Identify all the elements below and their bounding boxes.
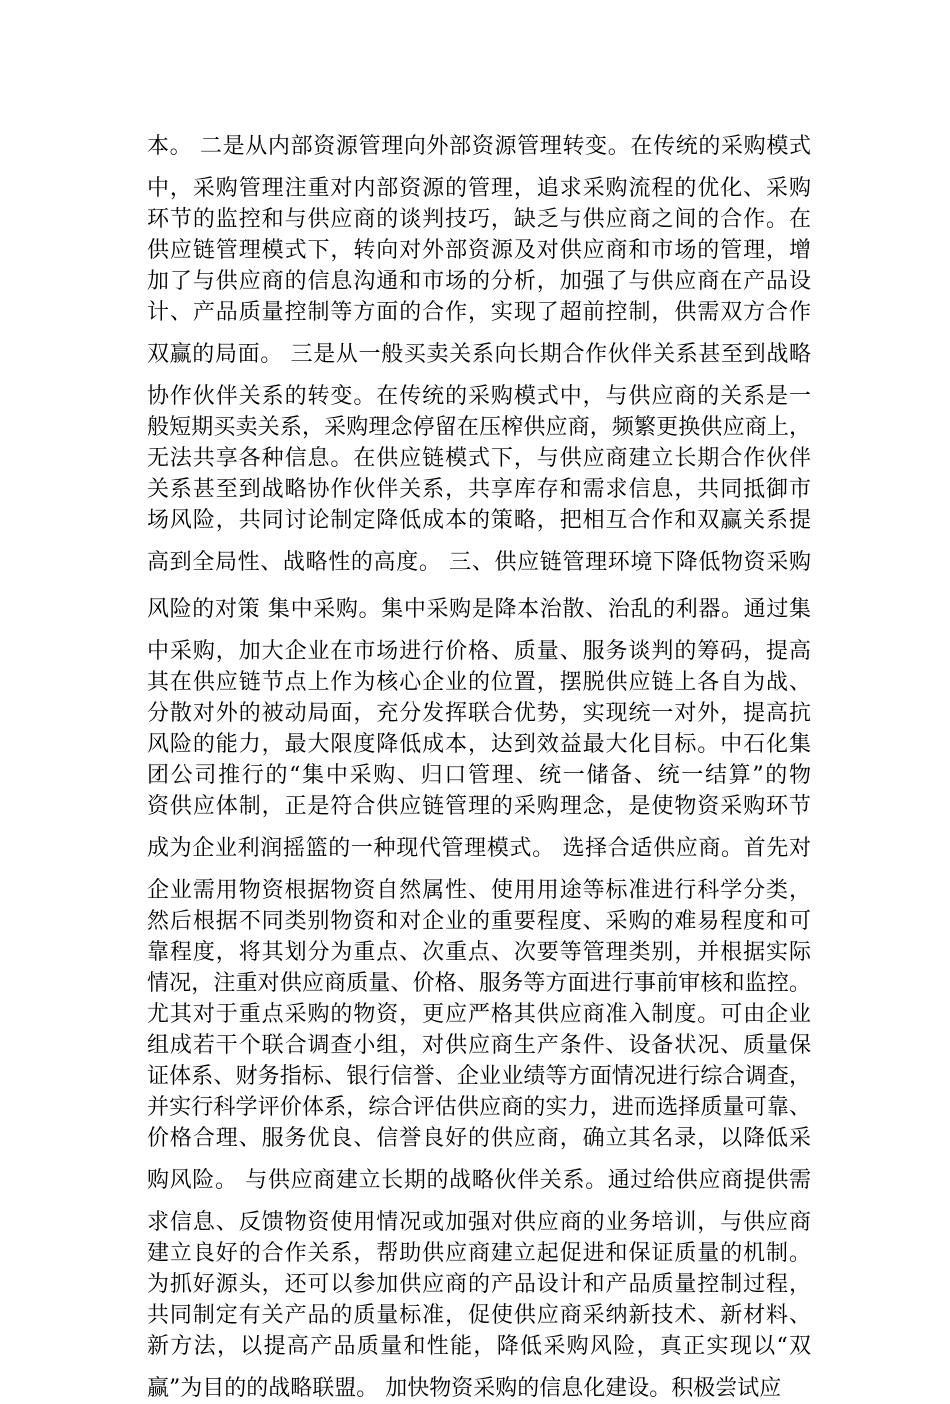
text-line: 尤其对于重点采购的物资，更应严格其供应商准入制度。可由企业 <box>147 1002 811 1027</box>
text-line: 成为企业利润摇篮的一种现代管理模式。 选择合适供应商。首先对 <box>147 836 811 861</box>
text-line: 双赢的局面。 三是从一般买卖关系向长期合作伙伴关系甚至到战略 <box>147 342 811 367</box>
text-line: 共同制定有关产品的质量标准，促使供应商采纳新技术、新材料、 <box>147 1303 811 1328</box>
text-line: 中采购，加大企业在市场进行价格、质量、服务谈判的筹码，提高 <box>147 639 811 664</box>
text-line: 证体系、财务指标、银行信誉、企业业绩等方面情况进行综合调查， <box>147 1064 811 1089</box>
text-line: 无法共享各种信息。在供应链模式下，与供应商建立长期合作伙伴 <box>147 446 811 471</box>
text-line: 中，采购管理注重对内部资源的管理，追求采购流程的优化、采购 <box>147 176 811 201</box>
text-line: 赢”为目的的战略联盟。 加快物资采购的信息化建设。积极尝试应 <box>147 1376 782 1401</box>
text-line: 情况，注重对供应商质量、价格、服务等方面进行事前审核和监控。 <box>147 971 811 996</box>
text-line: 计、产品质量控制等方面的合作，实现了超前控制，供需双方合作 <box>147 300 811 325</box>
text-line: 组成若干个联合调查小组，对供应商生产条件、设备状况、质量保 <box>147 1033 811 1058</box>
text-line: 高到全局性、战略性的高度。 三、供应链管理环境下降低物资采购 <box>147 550 811 575</box>
text-line: 环节的监控和与供应商的谈判技巧，缺乏与供应商之间的合作。在 <box>147 207 811 232</box>
text-line: 并实行科学评价体系，综合评估供应商的实力，进而选择质量可靠、 <box>147 1095 811 1120</box>
text-line: 风险的对策 集中采购。集中采购是降本治散、治乱的利器。通过集 <box>147 597 811 622</box>
text-line: 本。 二是从内部资源管理向外部资源管理转变。在传统的采购模式 <box>147 134 811 159</box>
document-body-text <box>147 131 811 1404</box>
text-line: 新方法，以提高产品质量和性能，降低采购风险，真正实现以“双 <box>147 1334 811 1359</box>
text-line: 价格合理、服务优良、信誉良好的供应商，确立其名录，以降低采 <box>147 1126 811 1151</box>
text-line: 购风险。 与供应商建立长期的战略伙伴关系。通过给供应商提供需 <box>147 1168 811 1193</box>
text-line: 加了与供应商的信息沟通和市场的分析，加强了与供应商在产品设 <box>147 269 811 294</box>
text-line: 场风险，共同讨论制定降低成本的策略，把相互合作和双赢关系提 <box>147 508 811 533</box>
text-line: 供应链管理模式下，转向对外部资源及对供应商和市场的管理，增 <box>147 238 811 263</box>
text-line: 然后根据不同类别物资和对企业的重要程度、采购的难易程度和可 <box>147 909 811 934</box>
text-line: 般短期买卖关系，采购理念停留在压榨供应商，频繁更换供应商上， <box>147 415 811 440</box>
text-line: 企业需用物资根据物资自然属性、使用用途等标准进行科学分类， <box>147 878 811 903</box>
text-line: 风险的能力，最大限度降低成本，达到效益最大化目标。中石化集 <box>147 732 811 757</box>
text-line: 建立良好的合作关系，帮助供应商建立起促进和保证质量的机制。 <box>147 1241 811 1266</box>
text-line: 为抓好源头，还可以参加供应商的产品设计和产品质量控制过程， <box>147 1272 811 1297</box>
text-line: 团公司推行的“集中采购、归口管理、统一储备、统一结算”的物 <box>147 763 811 788</box>
text-line: 求信息、反馈物资使用情况或加强对供应商的业务培训，与供应商 <box>147 1210 811 1235</box>
text-line: 协作伙伴关系的转变。在传统的采购模式中，与供应商的关系是一 <box>147 384 811 409</box>
text-line: 靠程度，将其划分为重点、次重点、次要等管理类别，并根据实际 <box>147 940 811 965</box>
text-line: 分散对外的被动局面，充分发挥联合优势，实现统一对外，提高抗 <box>147 701 811 726</box>
text-line: 关系甚至到战略协作伙伴关系，共享库存和需求信息，共同抵御市 <box>147 477 811 502</box>
text-line: 其在供应链节点上作为核心企业的位置，摆脱供应链上各自为战、 <box>147 670 811 695</box>
text-line: 资供应体制，正是符合供应链管理的采购理念，是使物资采购环节 <box>147 794 811 819</box>
